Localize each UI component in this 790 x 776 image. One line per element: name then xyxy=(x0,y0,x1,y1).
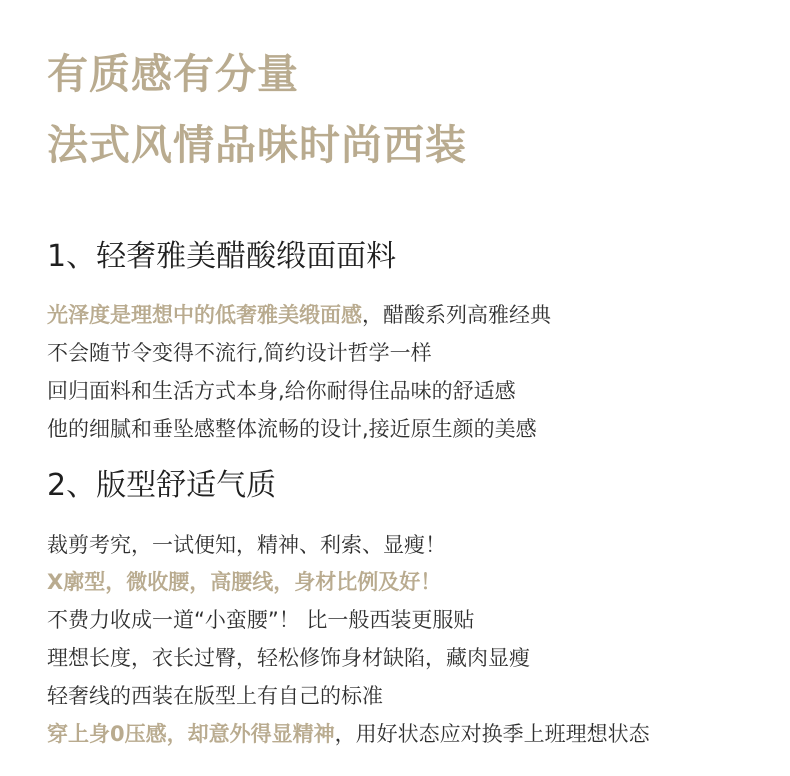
section-2-title: 2、版型舒适气质 xyxy=(47,468,277,503)
section-2-line-6-highlight: 穿上身0压感，却意外得显精神 xyxy=(47,722,335,746)
section-2-line-3-text: 不费力收成一道“小蛮腰”！ 比一般西装更服贴 xyxy=(47,608,475,632)
section-1-line-1-text: ，醋酸系列高雅经典 xyxy=(362,303,551,327)
section-2-line-2-highlight: X廓型，微收腰，高腰线，身材比例及好！ xyxy=(47,570,442,594)
section-2-line-5-text: 轻奢线的西装在版型上有自己的标准 xyxy=(47,684,383,708)
section-2-line-1 xyxy=(47,531,446,559)
section-2-line-3 xyxy=(47,606,474,634)
section-2-line-5 xyxy=(47,682,383,710)
section-1-line-4 xyxy=(47,415,537,443)
section-2-line-4 xyxy=(47,644,530,672)
headline-line-2: 法式风情品味时尚西装 xyxy=(47,121,467,169)
section-1-line-2 xyxy=(47,339,432,367)
section-1-line-2-text: 不会随节令变得不流行,简约设计哲学一样 xyxy=(47,341,432,365)
section-1-line-1 xyxy=(47,301,551,329)
section-2-line-2 xyxy=(47,568,441,596)
section-1-line-4-text: 他的细腻和垂坠感整体流畅的设计,接近原生颜的美感 xyxy=(47,417,537,441)
section-2-line-4-text: 理想长度，衣长过臀，轻松修饰身材缺陷，藏肉显瘦 xyxy=(47,646,530,670)
section-1-line-1-highlight: 光泽度是理想中的低奢雅美缎面感 xyxy=(47,303,362,327)
headline-line-1: 有质感有分量 xyxy=(47,50,299,98)
section-2-line-6 xyxy=(47,720,650,748)
section-1-line-3 xyxy=(47,377,516,405)
section-2-line-6-text: ，用好状态应对换季上班理想状态 xyxy=(334,722,650,746)
section-2-line-1-text: 裁剪考究，一试便知，精神、利索、显瘦！ xyxy=(47,533,446,557)
section-1-title: 1、轻奢雅美醋酸缎面面料 xyxy=(47,239,397,274)
section-1-line-3-text: 回归面料和生活方式本身,给你耐得住品味的舒适感 xyxy=(47,379,516,403)
